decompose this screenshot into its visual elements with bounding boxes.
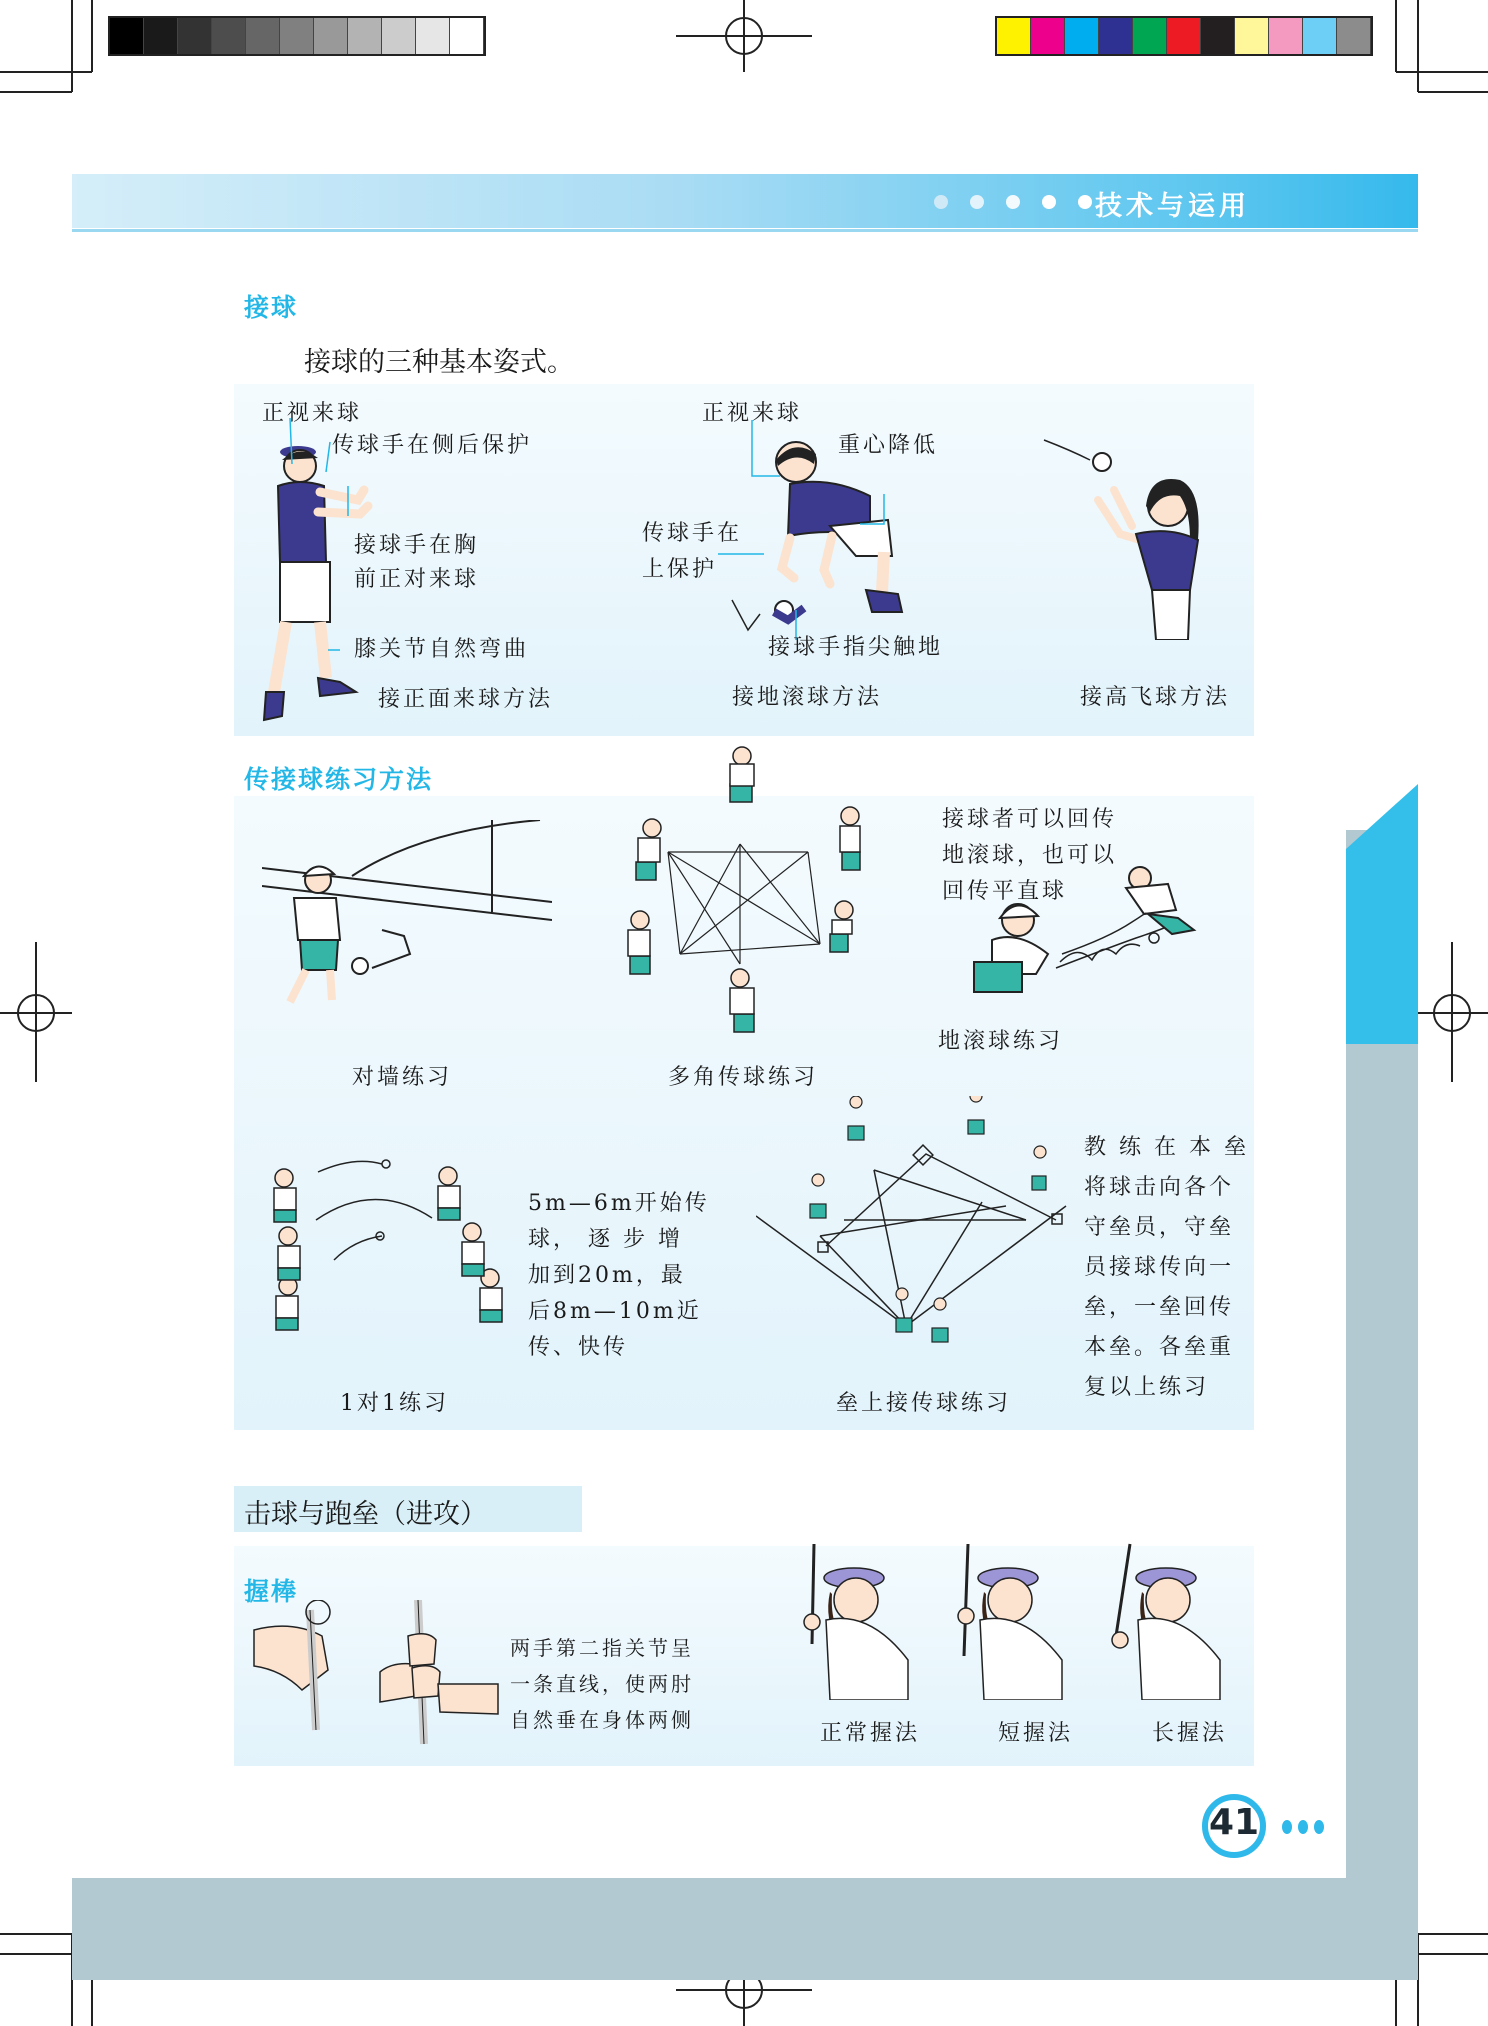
ground-practice-note: 接球者可以回传 [942, 807, 1118, 832]
one-on-one-note: 传、快传 [528, 1335, 629, 1360]
base-practice-caption: 垒上接传球练习 [836, 1391, 1012, 1416]
multi-angle-practice-caption: 多角传球练习 [668, 1065, 819, 1090]
chapter-header [72, 174, 1418, 228]
one-on-one-practice-figure [244, 1150, 514, 1370]
batting-section-header [234, 1486, 582, 1532]
catch-ground-label: 接球手指尖触地 [768, 635, 944, 660]
catch-ground-label: 上保护 [642, 557, 718, 582]
grip-note: 两手第二指关节呈 [510, 1636, 694, 1660]
one-on-one-note: 加到20m，最 [528, 1263, 686, 1288]
section-heading-grip: 握棒 [244, 1577, 299, 1606]
ground-practice-note: 回传平直球 [942, 879, 1068, 904]
page-dot-icon [1314, 1820, 1324, 1834]
grip-type-label: 短握法 [998, 1721, 1074, 1746]
header-dot-icon [934, 195, 948, 209]
grip-note: 自然垂在身体两侧 [510, 1708, 694, 1732]
header-dot-icon [1078, 195, 1092, 209]
catch-ground-caption: 接地滚球方法 [732, 685, 883, 710]
base-practice-note: 本垒。各垒重 [1084, 1335, 1235, 1360]
ground-practice-figure [958, 858, 1218, 998]
section-heading-practice: 传接球练习方法 [244, 765, 434, 794]
bottom-decor-bar [72, 1878, 1418, 1980]
grip-hands-figure [252, 1600, 502, 1750]
base-practice-note: 复以上练习 [1084, 1375, 1210, 1400]
chapter-title: 技术与运用 [1095, 191, 1250, 222]
batting-section-title: 击球与跑垒（进攻） [244, 1499, 487, 1530]
catching-intro: 接球的三种基本姿式。 [304, 347, 574, 378]
one-on-one-note: 5m—6m开始传 [528, 1191, 710, 1216]
grip-type-label: 正常握法 [820, 1721, 921, 1746]
wall-practice-figure [262, 820, 552, 1020]
grip-type-label: 长握法 [1152, 1721, 1228, 1746]
grip-note: 一条直线，使两肘 [510, 1672, 694, 1696]
page-dot-icon [1282, 1820, 1292, 1834]
header-dot-icon [1042, 195, 1056, 209]
catch-fly-caption: 接高飞球方法 [1080, 685, 1231, 710]
multi-angle-practice-figure [600, 744, 870, 1054]
catch-front-caption: 接正面来球方法 [378, 687, 554, 712]
section-heading-catching: 接球 [244, 293, 299, 322]
catch-front-label: 前正对来球 [354, 567, 480, 592]
one-on-one-caption: 1对1练习 [340, 1391, 449, 1416]
base-practice-note: 守垒员，守垒 [1084, 1215, 1235, 1240]
catch-front-label: 接球手在胸 [354, 533, 480, 558]
catch-ground-label: 传球手在 [642, 521, 743, 546]
catch-front-label: 传球手在侧后保护 [332, 433, 533, 458]
base-practice-note: 垒，一垒回传 [1084, 1295, 1235, 1320]
header-dot-icon [1006, 195, 1020, 209]
base-practice-note: 教 练 在 本 垒 [1084, 1135, 1249, 1160]
page-number-badge [1202, 1794, 1266, 1858]
header-dot-icon [970, 195, 984, 209]
catch-ground-label: 重心降低 [838, 433, 939, 458]
catch-front-label: 膝关节自然弯曲 [354, 637, 530, 662]
grip-normal-figure [790, 1540, 920, 1700]
page-dot-icon [1298, 1820, 1308, 1834]
wall-practice-caption: 对墙练习 [352, 1065, 453, 1090]
grip-long-figure [1096, 1540, 1226, 1700]
one-on-one-note: 后8m—10m近 [528, 1299, 702, 1324]
catch-fly-figure [1040, 430, 1220, 640]
ground-practice-caption: 地滚球练习 [938, 1029, 1064, 1054]
catch-front-label: 正视来球 [262, 401, 363, 426]
one-on-one-note: 球， 逐 步 增 [528, 1227, 683, 1252]
grip-short-figure [944, 1540, 1074, 1700]
catch-ground-label: 正视来球 [702, 401, 803, 426]
base-practice-figure [756, 1096, 1086, 1376]
base-practice-note: 将球击向各个 [1084, 1175, 1235, 1200]
base-practice-note: 员接球传向一 [1084, 1255, 1235, 1280]
page-number: 41 [1208, 1802, 1260, 1843]
ground-practice-note: 地滚球，也可以 [942, 843, 1118, 868]
